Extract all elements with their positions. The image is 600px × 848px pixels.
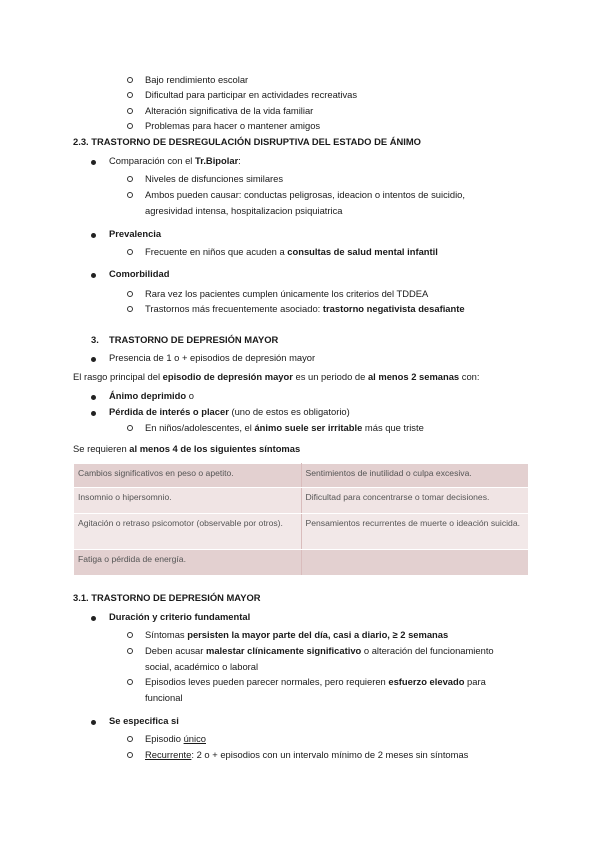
circle-bullet-icon <box>127 288 133 300</box>
table-row <box>74 488 529 514</box>
list-item: Niveles de disfunciones similares <box>145 173 284 184</box>
list-item-continuation: funcional <box>145 692 183 703</box>
list-item: Episodio único <box>145 733 206 744</box>
requirement-line: Se requieren al menos 4 de los siguientes síntomas <box>73 443 301 454</box>
circle-bullet-icon <box>127 74 133 86</box>
list-item: Alteración significativa de la vida familiar <box>145 105 314 116</box>
bullet-dot-icon <box>91 353 96 365</box>
prevalence-label: Prevalencia <box>109 228 162 239</box>
section-heading-3-1: 3.1. TRASTORNO DE DEPRESIÓN MAYOR <box>73 592 261 603</box>
comparison-line: Comparación con el Tr.Bipolar: <box>109 155 241 166</box>
table-row <box>74 514 529 550</box>
list-item: Deben acusar malestar clínicamente significativo o alteración del funcionamiento <box>145 645 494 656</box>
section-heading-2-3: 2.3. TRASTORNO DE DESREGULACIÓN DISRUPTIVA DEL ESTADO DE ÁNIMO <box>73 136 421 147</box>
symptoms-table <box>73 463 529 576</box>
list-item: Problemas para hacer o mantener amigos <box>145 120 321 131</box>
circle-bullet-icon <box>127 422 133 434</box>
table-cell <box>301 550 529 576</box>
list-item: Rara vez los pacientes cumplen únicamente los criterios del TDDEA <box>145 288 429 299</box>
section-number-3: 3. <box>91 334 99 345</box>
list-item: Recurrente: 2 o + episodios con un intervalo mínimo de 2 meses sin síntomas <box>145 749 469 760</box>
table-row <box>74 550 529 576</box>
circle-bullet-icon <box>127 173 133 185</box>
table-cell: Agitación o retraso psicomotor (observable por otros). <box>74 514 302 550</box>
presence-line: Presencia de 1 o + episodios de depresión mayor <box>109 352 316 363</box>
list-item: Episodios leves pueden parecer normales, pero requieren esfuerzo elevado para <box>145 676 486 687</box>
list-item: Frecuente en niños que acuden a consultas de salud mental infantil <box>145 246 438 257</box>
bullet-dot-icon <box>91 391 96 403</box>
circle-bullet-icon <box>127 733 133 745</box>
list-item: Síntomas persisten la mayor parte del día, casi a diario, ≥ 2 semanas <box>145 629 449 640</box>
list-item-continuation: agresividad intensa, hospitalizacion psiquiatrica <box>145 205 343 216</box>
table-cell: Insomnio o hipersomnio. <box>74 488 302 514</box>
list-item: Ambos pueden causar: conductas peligrosas, ideacion o intentos de suicidio, <box>145 189 465 200</box>
bullet-dot-icon <box>91 407 96 419</box>
main-trait-paragraph: El rasgo principal del episodio de depresión mayor es un periodo de al menos 2 semanas con: <box>73 371 480 382</box>
bullet-dot-icon <box>91 229 96 241</box>
list-item: Bajo rendimiento escolar <box>145 74 249 85</box>
circle-bullet-icon <box>127 246 133 258</box>
circle-bullet-icon <box>127 629 133 641</box>
table-cell: Pensamientos recurrentes de muerte o ideación suicida. <box>301 514 529 550</box>
circle-bullet-icon <box>127 749 133 761</box>
circle-bullet-icon <box>127 676 133 688</box>
table-cell: Dificultad para concentrarse o tomar decisiones. <box>301 488 529 514</box>
table-cell: Sentimientos de inutilidad o culpa excesiva. <box>301 464 529 488</box>
comorbidity-label: Comorbilidad <box>109 268 170 279</box>
list-item: Pérdida de interés o placer (uno de estos es obligatorio) <box>109 406 350 417</box>
list-item-continuation: social, académico o laboral <box>145 661 259 672</box>
circle-bullet-icon <box>127 89 133 101</box>
bullet-dot-icon <box>91 612 96 624</box>
circle-bullet-icon <box>127 105 133 117</box>
table-cell: Cambios significativos en peso o apetito. <box>74 464 302 488</box>
circle-bullet-icon <box>127 120 133 132</box>
bullet-dot-icon <box>91 269 96 281</box>
circle-bullet-icon <box>127 303 133 315</box>
list-item: Dificultad para participar en actividades recreativas <box>145 89 358 100</box>
circle-bullet-icon <box>127 645 133 657</box>
circle-bullet-icon <box>127 189 133 201</box>
section-heading-3: TRASTORNO DE DEPRESIÓN MAYOR <box>109 334 279 345</box>
specify-label: Se especifica si <box>109 715 179 726</box>
table-cell: Fatiga o pérdida de energía. <box>74 550 302 576</box>
bullet-dot-icon <box>91 716 96 728</box>
list-item: Trastornos más frecuentemente asociado: trastorno negativista desafiante <box>145 303 465 314</box>
duration-label: Duración y criterio fundamental <box>109 611 251 622</box>
list-item: Ánimo deprimido o <box>109 390 194 401</box>
table-row <box>74 464 529 488</box>
list-item: En niños/adolescentes, el ánimo suele ser irritable más que triste <box>145 422 424 433</box>
bullet-dot-icon <box>91 156 96 168</box>
